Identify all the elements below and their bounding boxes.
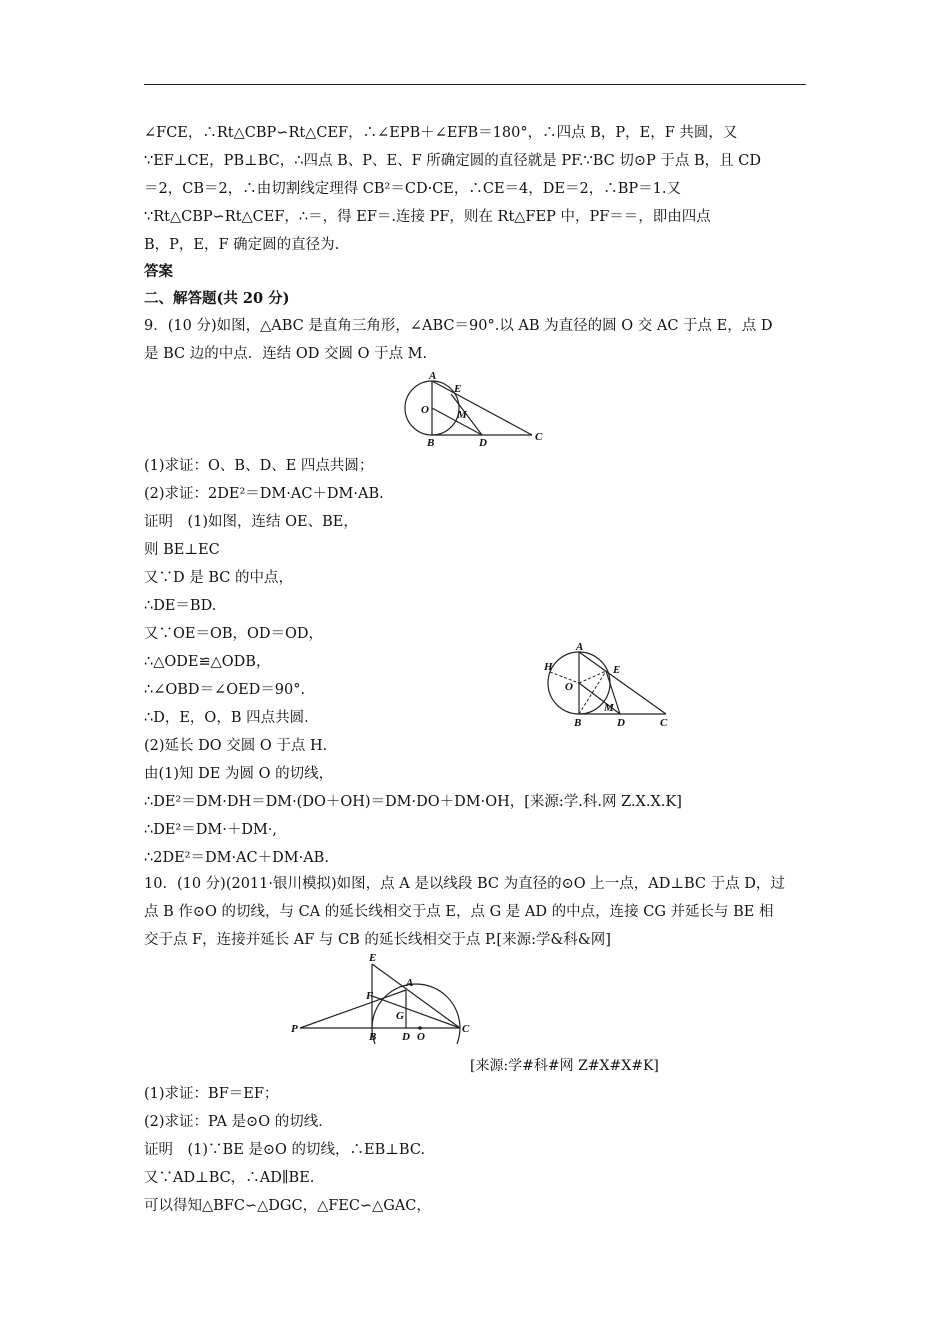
segment-od [579,683,620,714]
figure-2-diagram [542,640,682,732]
text-line: B，P，E，F 确定圆的直径为. [144,237,340,253]
label-m: M [604,702,614,714]
label-d: D [617,717,625,729]
problem-10-text: 点 B 作⊙O 的切线，与 CA 的延长线相交于点 E，点 G 是 AD 的中点，连接 CG 并延长与 BE 相 [144,904,774,920]
label-h: H [544,661,553,673]
segment-pa [300,990,406,1028]
proof-line: 又∵OE＝OB，OD＝OD， [144,626,324,642]
proof-line: ∴DE²＝DM·＋DM·, [144,822,278,838]
label-a: A [429,370,437,382]
segment-ac [579,652,666,714]
label-o: O [565,681,573,693]
label-m: M [457,409,467,421]
figure-3-diagram [286,952,476,1044]
proof-line: 则 BE⊥EC [144,542,220,558]
problem-9-part2: (2)求证：2DE²＝DM·AC＋DM·AB. [144,486,384,502]
problem-9-part1: (1)求证：O、B、D、E 四点共圆； [144,458,374,474]
label-o: O [421,404,429,416]
text-line: ∵Rt△CBP∽Rt△CEF，∴＝，得 EF＝.连接 PF，则在 Rt△FEP 中，PF＝＝，即由四点 [144,209,711,225]
label-e: E [613,664,621,676]
label-c: C [535,431,543,443]
section-heading: 二、解答题(共 20 分) [144,290,290,307]
problem-10-part1: (1)求证：BF＝EF； [144,1086,279,1102]
proof-line: 证明 (1)∵BE 是⊙O 的切线，∴EB⊥BC. [144,1142,426,1158]
label-a: A [576,641,584,653]
label-f: F [366,990,374,1002]
label-b: B [427,437,435,448]
problem-9-text: 9．(10 分)如图，△ABC 是直角三角形，∠ABC＝90°.以 AB 为直径的圆 O 交 AC 于点 E，点 D [144,318,773,334]
source-note: [来源:学#科#网 Z#X#X#K] [470,1058,659,1074]
label-g: G [396,1010,404,1022]
label-p: P [291,1023,298,1035]
segment-oe [579,671,606,683]
label-d: D [402,1031,410,1043]
proof-line: 证明 (1)如图，连结 OE、BE， [144,514,358,530]
text-line: ∠FCE，∴Rt△CBP∽Rt△CEF，∴∠EPB＋∠EFB＝180°，∴四点 B，P，E，F 共圆，又 [144,125,738,141]
proof-line: ∴DE＝BD. [144,598,217,614]
segment-fc [372,996,460,1028]
label-e: E [369,952,377,964]
text-line: ∵EF⊥CE，PB⊥BC，∴四点 B、P、E、F 所确定圆的直径就是 PF.∵BC 切⊙P 于点 B，且 CD [144,153,761,169]
proof-line: ∴DE²＝DM·DH＝DM·(DO＋OH)＝DM·DO＋DM·OH，[来源:学.科.网 Z.X.X.K] [144,794,682,810]
problem-10-part2: (2)求证：PA 是⊙O 的切线． [144,1114,333,1130]
proof-line: 又∵AD⊥BC，∴AD∥BE. [144,1170,315,1186]
proof-line: (2)延长 DO 交圆 O 于点 H. [144,738,328,754]
figure-1-diagram [400,368,550,448]
proof-line: ∴2DE²＝DM·AC＋DM·AB. [144,850,329,866]
problem-10-text: 交于点 F，连接并延长 AF 与 CB 的延长线相交于点 P.[来源:学&科&网] [144,932,611,948]
problem-9-text: 是 BC 边的中点．连结 OD 交圆 O 于点 M. [144,346,428,362]
header-rule [144,84,806,85]
label-c: C [462,1023,470,1035]
label-b: B [574,717,582,729]
proof-line: ∴△ODE≌△ODB， [144,654,271,670]
label-o: O [417,1031,425,1043]
proof-line: 由(1)知 DE 为圆 O 的切线， [144,766,334,782]
proof-line: 可以得知△BFC∽△DGC，△FEC∽△GAC， [144,1198,431,1214]
label-b: B [369,1031,377,1043]
problem-10-text: 10．(10 分)(2011·银川模拟)如图，点 A 是以线段 BC 为直径的⊙O 上一点，AD⊥BC 于点 D，过 [144,876,785,892]
segment-be [579,671,606,714]
label-c: C [660,717,668,729]
proof-line: ∴D，E，O，B 四点共圆． [144,710,319,726]
proof-line: ∴∠OBD＝∠OED＝90°. [144,682,306,698]
segment-ac [432,381,532,435]
label-e: E [454,383,462,395]
circle-o [372,984,460,1044]
text-line: ＝2，CB＝2，∴由切割线定理得 CB²＝CD·CE，∴CE＝4，DE＝2，∴BP＝1.又 [144,181,681,197]
label-d: D [479,437,487,448]
proof-line: 又∵D 是 BC 的中点， [144,570,293,586]
label-a: A [406,977,414,989]
answer-heading: 答案 [144,263,173,280]
point-o [418,1026,422,1030]
